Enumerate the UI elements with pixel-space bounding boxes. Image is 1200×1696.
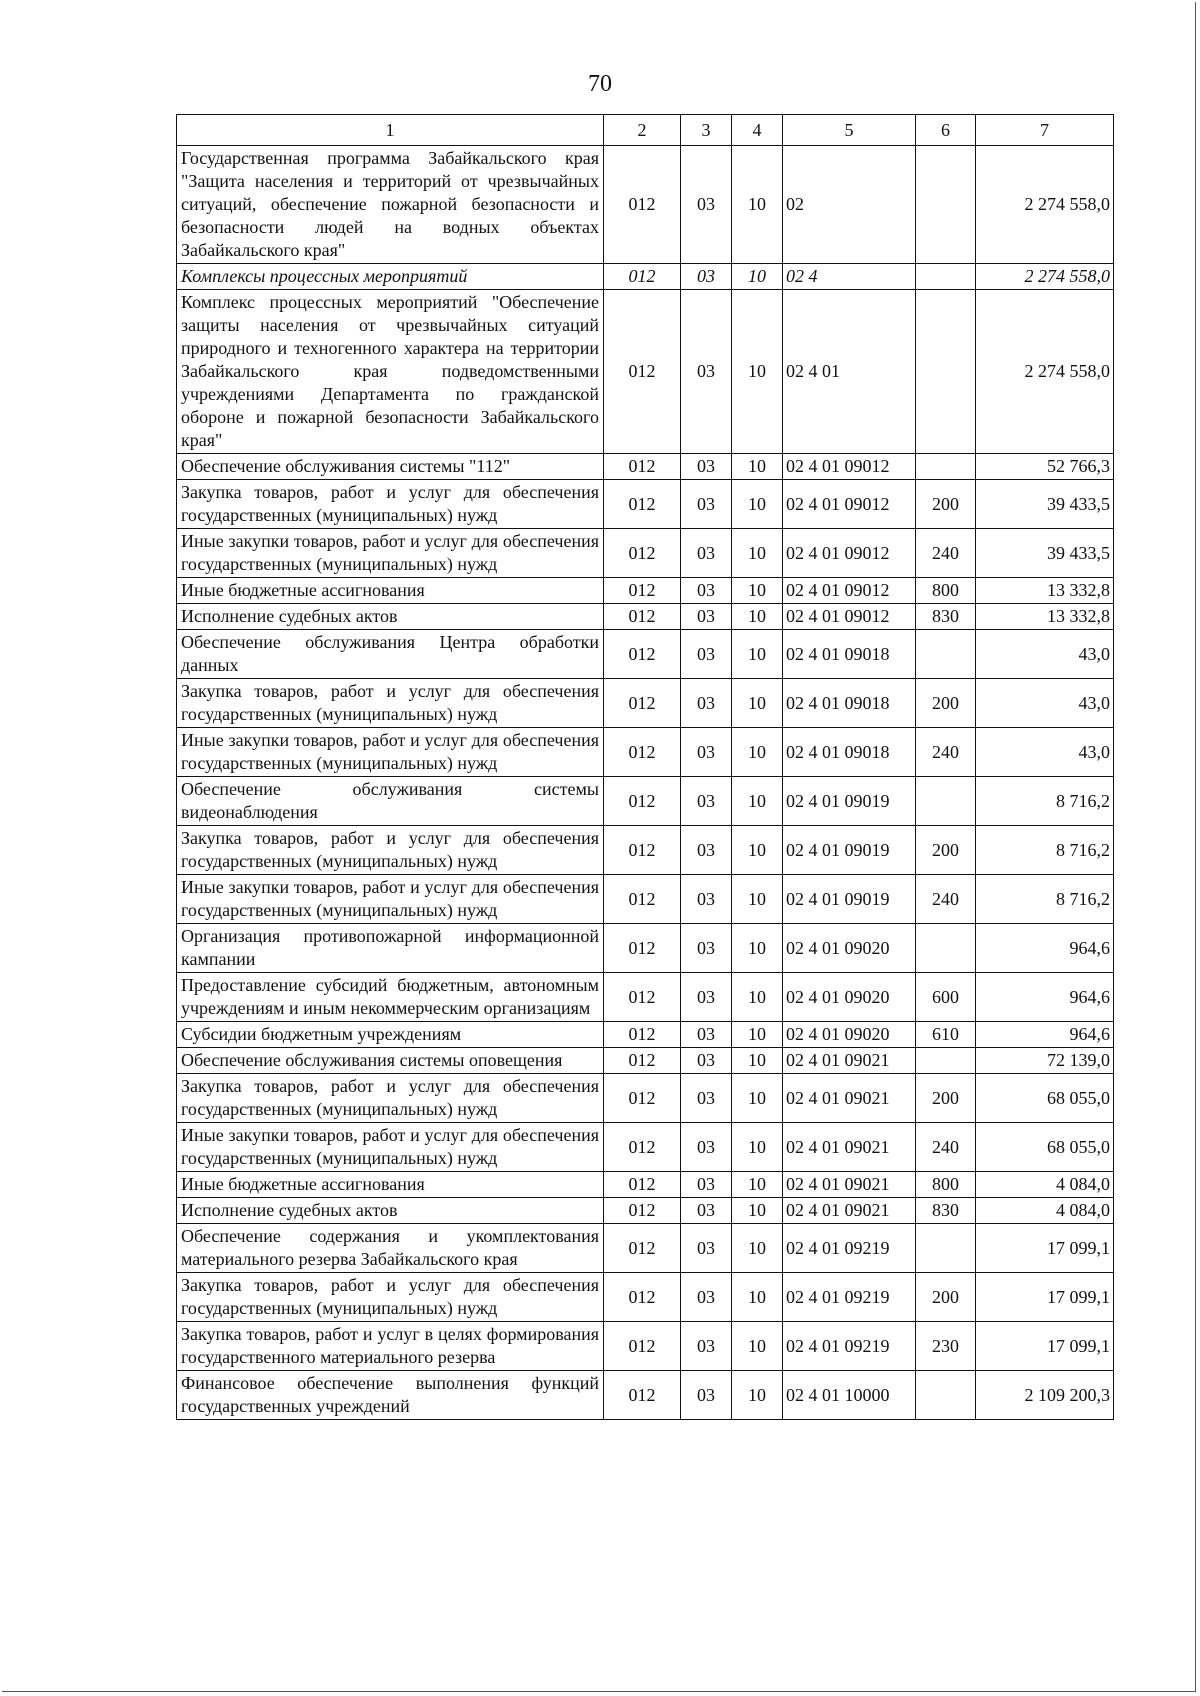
table-row [177,679,1114,728]
row-rz-cell: 03 [681,826,732,875]
row-csr-cell: 02 4 01 09020 [783,924,916,973]
row-rz-cell: 03 [681,777,732,826]
row-vr-cell: 200 [916,480,976,529]
row-rz-cell: 03 [681,1224,732,1273]
table-row [177,973,1114,1022]
row-pr-cell: 10 [732,1273,783,1322]
header-row [177,115,1114,146]
row-pr-cell: 10 [732,1048,783,1074]
row-pr-cell: 10 [732,679,783,728]
row-vr-cell: 830 [916,604,976,630]
column-header-1: 1 [177,115,604,146]
row-pr-cell: 10 [732,1224,783,1273]
row-csr-cell: 02 4 01 09219 [783,1322,916,1371]
row-rz-cell: 03 [681,146,732,264]
row-ved-cell: 012 [604,728,681,777]
row-sum-cell: 43,0 [976,728,1114,777]
row-csr-cell: 02 4 01 09018 [783,679,916,728]
row-sum-cell: 2 109 200,3 [976,1371,1114,1420]
row-pr-cell: 10 [732,454,783,480]
row-name-cell: Обеспечение содержания и укомплектования материального резерва Забайкальского края [177,1224,604,1273]
row-vr-cell [916,146,976,264]
row-pr-cell: 10 [732,1074,783,1123]
row-rz-cell: 03 [681,578,732,604]
row-name-cell: Обеспечение обслуживания системы видеонаблюдения [177,777,604,826]
row-sum-cell: 43,0 [976,630,1114,679]
column-header-2: 2 [604,115,681,146]
row-name-cell: Иные закупки товаров, работ и услуг для обеспечения государственных (муниципальных) нужд [177,529,604,578]
row-ved-cell: 012 [604,826,681,875]
row-sum-cell: 2 274 558,0 [976,146,1114,264]
row-csr-cell: 02 4 01 09018 [783,630,916,679]
row-vr-cell [916,630,976,679]
table-row [177,454,1114,480]
row-vr-cell: 200 [916,679,976,728]
table-row [177,1172,1114,1198]
row-vr-cell: 230 [916,1322,976,1371]
row-name-cell: Финансовое обеспечение выполнения функций государственных учреждений [177,1371,604,1420]
table-row [177,1048,1114,1074]
row-pr-cell: 10 [732,924,783,973]
row-vr-cell: 800 [916,1172,976,1198]
table-row [177,777,1114,826]
table-row [177,290,1114,454]
row-ved-cell: 012 [604,1074,681,1123]
row-vr-cell [916,264,976,290]
row-name-cell: Государственная программа Забайкальского края "Защита населения и территорий от чрезвычайных ситуаций, обеспечение пожарной безопасности и безопасности людей на водных объектах Забайкальского края" [177,146,604,264]
row-ved-cell: 012 [604,1273,681,1322]
row-ved-cell: 012 [604,480,681,529]
row-csr-cell: 02 4 01 09021 [783,1172,916,1198]
row-pr-cell: 10 [732,146,783,264]
row-rz-cell: 03 [681,924,732,973]
row-name-cell: Комплексы процессных мероприятий [177,264,604,290]
row-ved-cell: 012 [604,1172,681,1198]
table-row [177,728,1114,777]
row-rz-cell: 03 [681,1074,732,1123]
row-sum-cell: 8 716,2 [976,875,1114,924]
table-row [177,1123,1114,1172]
row-csr-cell: 02 4 01 09018 [783,728,916,777]
row-name-cell: Иные закупки товаров, работ и услуг для обеспечения государственных (муниципальных) нужд [177,875,604,924]
row-rz-cell: 03 [681,290,732,454]
row-vr-cell: 600 [916,973,976,1022]
row-pr-cell: 10 [732,1198,783,1224]
row-sum-cell: 964,6 [976,973,1114,1022]
row-pr-cell: 10 [732,1172,783,1198]
row-pr-cell: 10 [732,529,783,578]
row-csr-cell: 02 4 01 09219 [783,1273,916,1322]
row-pr-cell: 10 [732,875,783,924]
row-csr-cell: 02 4 01 09219 [783,1224,916,1273]
row-rz-cell: 03 [681,679,732,728]
row-ved-cell: 012 [604,529,681,578]
row-sum-cell: 964,6 [976,1022,1114,1048]
row-vr-cell: 240 [916,1123,976,1172]
row-csr-cell: 02 4 01 09012 [783,480,916,529]
row-csr-cell: 02 4 01 09020 [783,1022,916,1048]
row-sum-cell: 2 274 558,0 [976,264,1114,290]
row-sum-cell: 2 274 558,0 [976,290,1114,454]
row-pr-cell: 10 [732,1123,783,1172]
row-rz-cell: 03 [681,875,732,924]
row-csr-cell: 02 4 01 09012 [783,454,916,480]
row-name-cell: Закупка товаров, работ и услуг для обеспечения государственных (муниципальных) нужд [177,679,604,728]
row-vr-cell: 240 [916,529,976,578]
row-name-cell: Обеспечение обслуживания системы оповещения [177,1048,604,1074]
row-sum-cell: 39 433,5 [976,480,1114,529]
row-pr-cell: 10 [732,578,783,604]
row-rz-cell: 03 [681,1123,732,1172]
row-name-cell: Организация противопожарной информационной кампании [177,924,604,973]
column-header-7: 7 [976,115,1114,146]
row-ved-cell: 012 [604,679,681,728]
row-name-cell: Закупка товаров, работ и услуг для обеспечения государственных (муниципальных) нужд [177,1273,604,1322]
column-header-4: 4 [732,115,783,146]
row-sum-cell: 964,6 [976,924,1114,973]
table-row [177,578,1114,604]
row-sum-cell: 4 084,0 [976,1198,1114,1224]
row-sum-cell: 17 099,1 [976,1273,1114,1322]
row-rz-cell: 03 [681,480,732,529]
row-pr-cell: 10 [732,728,783,777]
row-sum-cell: 43,0 [976,679,1114,728]
table-row [177,1224,1114,1273]
page-number: 70 [588,71,612,97]
table-row [177,604,1114,630]
row-vr-cell [916,290,976,454]
row-csr-cell: 02 4 01 09021 [783,1048,916,1074]
table-row [177,1273,1114,1322]
table-row [177,1371,1114,1420]
row-ved-cell: 012 [604,264,681,290]
row-rz-cell: 03 [681,1172,732,1198]
row-ved-cell: 012 [604,1224,681,1273]
row-name-cell: Обеспечение обслуживания Центра обработки данных [177,630,604,679]
row-csr-cell: 02 4 01 [783,290,916,454]
row-pr-cell: 10 [732,1371,783,1420]
row-rz-cell: 03 [681,1048,732,1074]
row-rz-cell: 03 [681,1198,732,1224]
row-name-cell: Иные закупки товаров, работ и услуг для обеспечения государственных (муниципальных) нужд [177,728,604,777]
row-name-cell: Исполнение судебных актов [177,604,604,630]
row-vr-cell: 240 [916,875,976,924]
row-pr-cell: 10 [732,777,783,826]
column-header-5: 5 [783,115,916,146]
row-pr-cell: 10 [732,1022,783,1048]
row-csr-cell: 02 4 01 09019 [783,826,916,875]
row-rz-cell: 03 [681,1322,732,1371]
row-name-cell: Иные закупки товаров, работ и услуг для обеспечения государственных (муниципальных) нужд [177,1123,604,1172]
row-name-cell: Исполнение судебных актов [177,1198,604,1224]
row-rz-cell: 03 [681,1273,732,1322]
row-vr-cell [916,1224,976,1273]
row-sum-cell: 39 433,5 [976,529,1114,578]
row-rz-cell: 03 [681,728,732,777]
row-csr-cell: 02 4 01 10000 [783,1371,916,1420]
row-ved-cell: 012 [604,604,681,630]
row-vr-cell: 200 [916,1273,976,1322]
row-rz-cell: 03 [681,973,732,1022]
row-rz-cell: 03 [681,604,732,630]
row-pr-cell: 10 [732,264,783,290]
row-name-cell: Закупка товаров, работ и услуг для обеспечения государственных (муниципальных) нужд [177,826,604,875]
row-ved-cell: 012 [604,973,681,1022]
row-sum-cell: 68 055,0 [976,1074,1114,1123]
table-row [177,529,1114,578]
table-row [177,480,1114,529]
row-rz-cell: 03 [681,1022,732,1048]
row-csr-cell: 02 4 01 09020 [783,973,916,1022]
row-sum-cell: 52 766,3 [976,454,1114,480]
table-row [177,1074,1114,1123]
row-ved-cell: 012 [604,777,681,826]
row-sum-cell: 72 139,0 [976,1048,1114,1074]
row-name-cell: Обеспечение обслуживания системы "112" [177,454,604,480]
row-sum-cell: 17 099,1 [976,1322,1114,1371]
row-pr-cell: 10 [732,826,783,875]
row-csr-cell: 02 4 01 09021 [783,1198,916,1224]
row-sum-cell: 17 099,1 [976,1224,1114,1273]
table-row [177,146,1114,264]
row-sum-cell: 13 332,8 [976,578,1114,604]
row-ved-cell: 012 [604,146,681,264]
row-ved-cell: 012 [604,290,681,454]
table-row [177,264,1114,290]
row-rz-cell: 03 [681,1371,732,1420]
table-row [177,1322,1114,1371]
row-rz-cell: 03 [681,264,732,290]
row-ved-cell: 012 [604,1322,681,1371]
row-csr-cell: 02 4 01 09012 [783,604,916,630]
table-row [177,924,1114,973]
row-csr-cell: 02 4 01 09012 [783,578,916,604]
row-name-cell: Закупка товаров, работ и услуг для обеспечения государственных (муниципальных) нужд [177,480,604,529]
row-csr-cell: 02 4 01 09012 [783,529,916,578]
row-rz-cell: 03 [681,630,732,679]
budget-table [176,114,1114,1420]
column-header-6: 6 [916,115,976,146]
row-pr-cell: 10 [732,480,783,529]
row-pr-cell: 10 [732,1322,783,1371]
row-ved-cell: 012 [604,578,681,604]
row-vr-cell [916,777,976,826]
row-ved-cell: 012 [604,1198,681,1224]
row-name-cell: Закупка товаров, работ и услуг в целях формирования государственного материального резерва [177,1322,604,1371]
row-vr-cell: 200 [916,826,976,875]
row-sum-cell: 8 716,2 [976,826,1114,875]
row-ved-cell: 012 [604,1048,681,1074]
table-row [177,875,1114,924]
row-pr-cell: 10 [732,604,783,630]
row-name-cell: Субсидии бюджетным учреждениям [177,1022,604,1048]
row-vr-cell: 240 [916,728,976,777]
table-row [177,630,1114,679]
row-vr-cell [916,924,976,973]
row-name-cell: Закупка товаров, работ и услуг для обеспечения государственных (муниципальных) нужд [177,1074,604,1123]
row-csr-cell: 02 4 01 09019 [783,875,916,924]
table-row [177,1198,1114,1224]
row-sum-cell: 8 716,2 [976,777,1114,826]
row-ved-cell: 012 [604,1123,681,1172]
table-row [177,826,1114,875]
row-sum-cell: 13 332,8 [976,604,1114,630]
row-ved-cell: 012 [604,1022,681,1048]
row-csr-cell: 02 4 [783,264,916,290]
row-ved-cell: 012 [604,924,681,973]
row-csr-cell: 02 4 01 09019 [783,777,916,826]
row-csr-cell: 02 [783,146,916,264]
row-vr-cell [916,1048,976,1074]
row-ved-cell: 012 [604,630,681,679]
row-name-cell: Комплекс процессных мероприятий "Обеспечение защиты населения от чрезвычайных ситуаций природного и техногенного характера на территории Забайкальского края подведомственными учреждениями Департамента по гражданской обороне и пожарной безопасности Забайкальского края" [177,290,604,454]
row-name-cell: Иные бюджетные ассигнования [177,578,604,604]
row-sum-cell: 68 055,0 [976,1123,1114,1172]
row-vr-cell: 830 [916,1198,976,1224]
row-vr-cell: 610 [916,1022,976,1048]
row-sum-cell: 4 084,0 [976,1172,1114,1198]
row-name-cell: Иные бюджетные ассигнования [177,1172,604,1198]
row-rz-cell: 03 [681,529,732,578]
row-csr-cell: 02 4 01 09021 [783,1074,916,1123]
row-ved-cell: 012 [604,1371,681,1420]
table-body [177,146,1114,1420]
row-vr-cell [916,454,976,480]
row-pr-cell: 10 [732,973,783,1022]
row-csr-cell: 02 4 01 09021 [783,1123,916,1172]
row-pr-cell: 10 [732,290,783,454]
row-vr-cell: 800 [916,578,976,604]
row-ved-cell: 012 [604,454,681,480]
table-row [177,1022,1114,1048]
column-header-3: 3 [681,115,732,146]
row-name-cell: Предоставление субсидий бюджетным, автономным учреждениям и иным некоммерческим организациям [177,973,604,1022]
row-vr-cell [916,1371,976,1420]
row-vr-cell: 200 [916,1074,976,1123]
row-pr-cell: 10 [732,630,783,679]
row-ved-cell: 012 [604,875,681,924]
row-rz-cell: 03 [681,454,732,480]
